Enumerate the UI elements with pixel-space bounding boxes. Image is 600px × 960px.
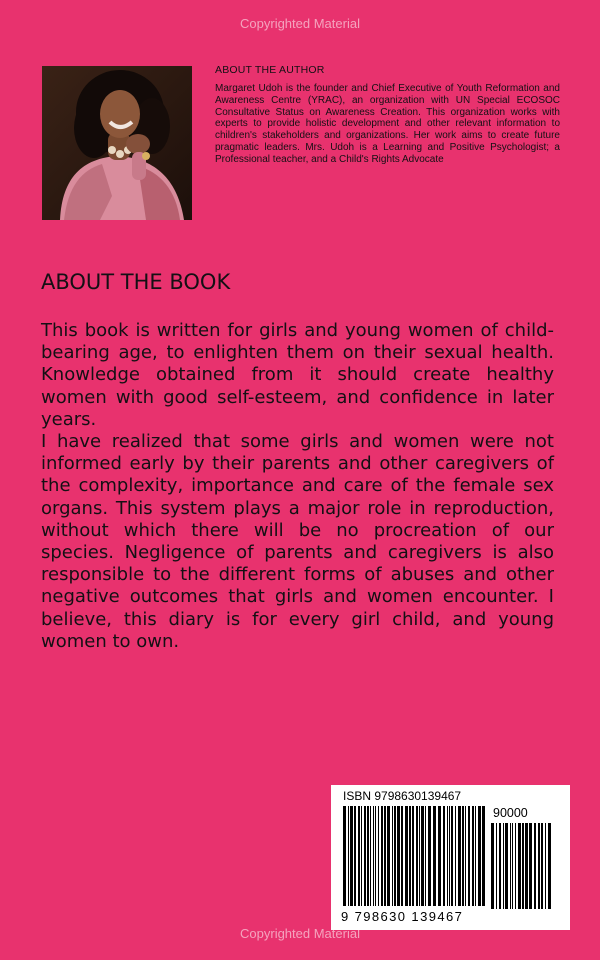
about-book-heading: ABOUT THE BOOK bbox=[41, 270, 231, 294]
ean-barcode-bars bbox=[343, 806, 485, 906]
author-photo bbox=[42, 66, 192, 220]
about-book-section bbox=[41, 320, 554, 653]
about-book-paragraph-2: I have realized that some girls and women were not informed early by their parents and other caregivers of the complexity, importance and care of the female sex organs. This system plays a major role in reproduction, without which there will be no procreation of our species. Negligence of parents and caregivers is also responsible to the different forms of abuses and other negative outcomes that girls and women encounter. I believe, this diary is for every girl child, and young women to own. bbox=[41, 431, 554, 652]
isbn-label: ISBN 9798630139467 bbox=[343, 789, 462, 803]
about-author-heading: ABOUT THE AUTHOR bbox=[215, 64, 325, 76]
about-author-text: Margaret Udoh is the founder and Chief Executive of Youth Reformation and Awareness Centre (YRAC), an organization with UN Special ECOSOC Consultative Status on Awareness Creation. This organization works with experts to provide holistic development and other relevant information to children's stakeholders and organizations. Her work aims to create future pragmatic leaders. Mrs. Udoh is a Learning and Positive Psychologist; a Professional teacher, and a Child's Rights Advocate bbox=[215, 83, 560, 165]
isbn-digits: 9 798630 139467 bbox=[341, 909, 464, 924]
isbn-barcode bbox=[331, 785, 570, 930]
watermark-bottom: Copyrighted Material bbox=[240, 926, 360, 941]
about-book-paragraph-1: This book is written for girls and young women of child-bearing age, to enlighten them on their sexual health. Knowledge obtained from it should create healthy women with good self-esteem, and confidence in later years. bbox=[41, 320, 554, 430]
price-code: 90000 bbox=[493, 806, 528, 820]
addon-barcode-bars bbox=[491, 823, 553, 909]
watermark-top: Copyrighted Material bbox=[240, 16, 360, 31]
about-author-section bbox=[215, 64, 560, 166]
